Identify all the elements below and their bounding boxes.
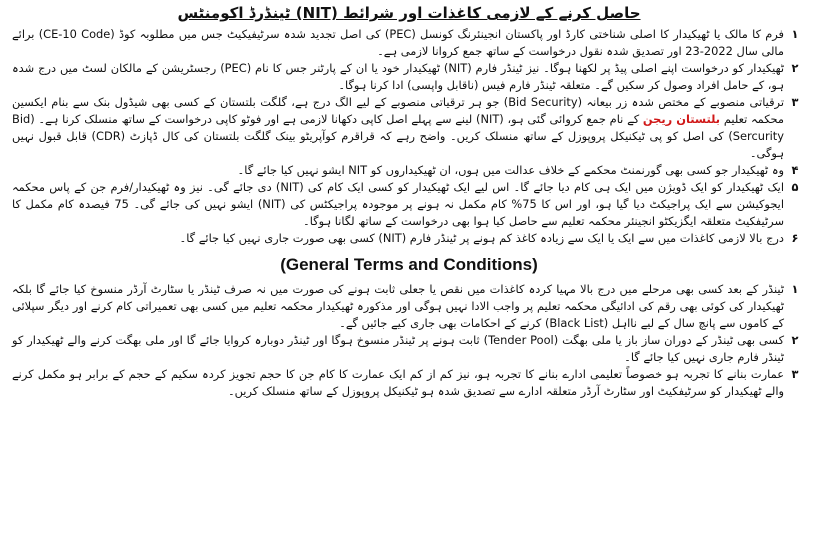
item-text: ایک ٹھیکیدار کو ایک ڈویژن میں ایک ہی کام دیا جائے گا۔ اس لیے ایک ٹھیکیدار کو کسی ایک کام کی (NIT) دی جائے گی۔ نیز وہ ٹھیکیدار/فرم جن کے پاس محکمہ ایجوکیشن سے ایک پراجیکٹ دیا گیا ہو، اور اس کا 75% کام مکمل نہ ہونے پر موجودہ پراجیکٹس کی (NIT) ایشو نہیں کی جائے گی۔ 75 فیصدہ کام مکمل کا سرٹیفکیٹ متعلقہ ایگزیکٹو انجینئر محکمہ تعلیم سے حاصل کیا ہوا بھی درخواست کے ساتھ لگانا ہوگا۔ — [12, 180, 785, 228]
list-item — [12, 94, 806, 162]
item-number: ۳ — [791, 95, 799, 109]
nit-requirements-list — [12, 26, 806, 247]
item-text — [12, 94, 784, 162]
item-number: ۲ — [791, 333, 799, 347]
item-text: کسی بھی ٹینڈر کے دوران ساز باز یا ملی بھگت (Tender Pool) ثابت ہونے پر ٹینڈر منسوخ ہوگا اور ٹینڈر دوبارہ کروایا جائے گا اور ملی بھگت کرنے والے ٹھیکیدار کو ٹینڈر فارم جاری نہیں کیا جائے گا۔ — [12, 333, 784, 364]
general-terms-list — [12, 281, 806, 400]
item-text: عمارت بنانے کا تجربہ ہو خصوصاً تعلیمی ادارے بنانے کا تجربہ ہو، نیز کم از کم ایک عمارت کا کام جن کا حجم تجویز کردہ سکیم کے حجم کے برابر ہو مکمل کرنے والے ٹھیکیدار کو سرٹیفکیٹ اور سٹارٹ آرڈر متعلقہ ادارے سے تصدیق شدہ ہو ٹیکنیکل پروپوزل کے ساتھ منسلک کریں۔ — [12, 367, 784, 398]
highlighted-region-name: بلتستان ریجن — [642, 112, 721, 126]
item-number: ۴ — [791, 163, 799, 177]
item-number: ۵ — [791, 180, 799, 194]
item-text: ٹینڈر کے بعد کسی بھی مرحلے میں درج بالا مہیا کردہ کاغذات میں نقص یا جعلی ثابت ہونے کی صورت میں نہ صرف ٹینڈر یا سٹارٹ آرڈر منسوخ کیا جائے گا بلکہ ٹھیکیدار کی کوئی بھی رقم کی ادائیگی محکمہ تعلیم پر واجب الادا نہیں ہوگی اور مذکورہ ٹھیکیدار محکمہ تعلیم میں کسی بھی تعمیراتی کام کرنے اور دیگر سپلائی کے کاموں سے پانچ سال کے لیے نااہل (Black List) کرنے کے احکامات بھی جاری کیے جائیں گے۔ — [12, 282, 784, 330]
document-title: ٹینڈرڈ اکومنٹس (NIT) حاصل کرنے کے لازمی کاغذات اور شرائط — [177, 4, 641, 22]
item-number: ۱ — [791, 282, 799, 296]
list-item — [12, 60, 806, 94]
item-number: ۳ — [791, 367, 799, 381]
item-text: ٹھیکیدار کو درخواست اپنے اصلی پیڈ پر لکھنا ہوگا۔ نیز ٹینڈر فارم (NIT) ٹھیکیدار خود یا ان کے پارٹنر جس کا نام (PEC) رجسٹریشن کے مالکان لسٹ میں درج شدہ ہو، کے حامل افراد وصول کر سکیں گے۔ متعلقہ ٹینڈر فارم فیس (ناقابل واپسی) ادا کرنا ہوگا۔ — [12, 61, 785, 92]
list-item — [12, 179, 806, 230]
list-item — [12, 230, 806, 247]
item-text: وہ ٹھیکیدار جو کسی بھی گورنمنٹ محکمے کے خلاف عدالت میں ہوں، ان ٹھیکیداروں کو NIT ایشو نہیں کیا جائے گا۔ — [237, 163, 784, 177]
list-item — [12, 162, 806, 179]
item-text-part: ترقیاتی منصوبے کے مختص شدہ زر بیعانہ (Bid Security) جو ہر ترقیاتی منصوبے کے لیے الگ درج ہے، گلگت بلتستان کے کسی بھی شیڈول بنک سے بنام ایکسین محکمہ تعلیم — [12, 95, 785, 126]
item-text: فرم کا مالک یا ٹھیکیدار کا اصلی شناختی کارڈ اور پاکستان انجینئرنگ کونسل (PEC) کی اصل تجدید شدہ سرٹیفیکیٹ جس میں مطلوبہ کوڈ (CE-10 Code) برائے مالی سال 2022-23 اور تصدیق شدہ نقول درخواست کے ساتھ جمع کروانا لازمی ہے۔ — [12, 27, 784, 58]
item-text-part: کے نام جمع کروائی گئی ہو، (NIT) لینے سے پہلے اصل کاپی دکھانا لازمی ہے اور فوٹو کاپی درخواست کے ساتھ منسلک کرنا ہے۔ (Bid Sercurity) کی اصل کو پی ٹیکنیکل پروپوزل کے ساتھ منسلک کریں۔ واضح رہے کہ قراقرم کوآپریٹو بینک گلگت بلتستان کی کال ڈپازٹ (CDR) قابل قبول نہیں ہوگی۔ — [12, 112, 785, 160]
item-number: ۶ — [791, 231, 799, 245]
list-item — [12, 26, 806, 60]
list-item — [12, 281, 806, 332]
item-text: درج بالا لازمی کاغذات میں سے ایک یا ایک سے زیادہ کاغذ کم ہونے پر ٹینڈر فارم (NIT) کسی بھی صورت جاری نہیں کیا جائے گا۔ — [179, 231, 784, 245]
list-item — [12, 332, 806, 366]
item-number: ۱ — [791, 27, 799, 41]
item-number: ۲ — [791, 61, 799, 75]
section-heading: (General Terms and Conditions) — [280, 255, 538, 274]
list-item — [12, 366, 806, 400]
